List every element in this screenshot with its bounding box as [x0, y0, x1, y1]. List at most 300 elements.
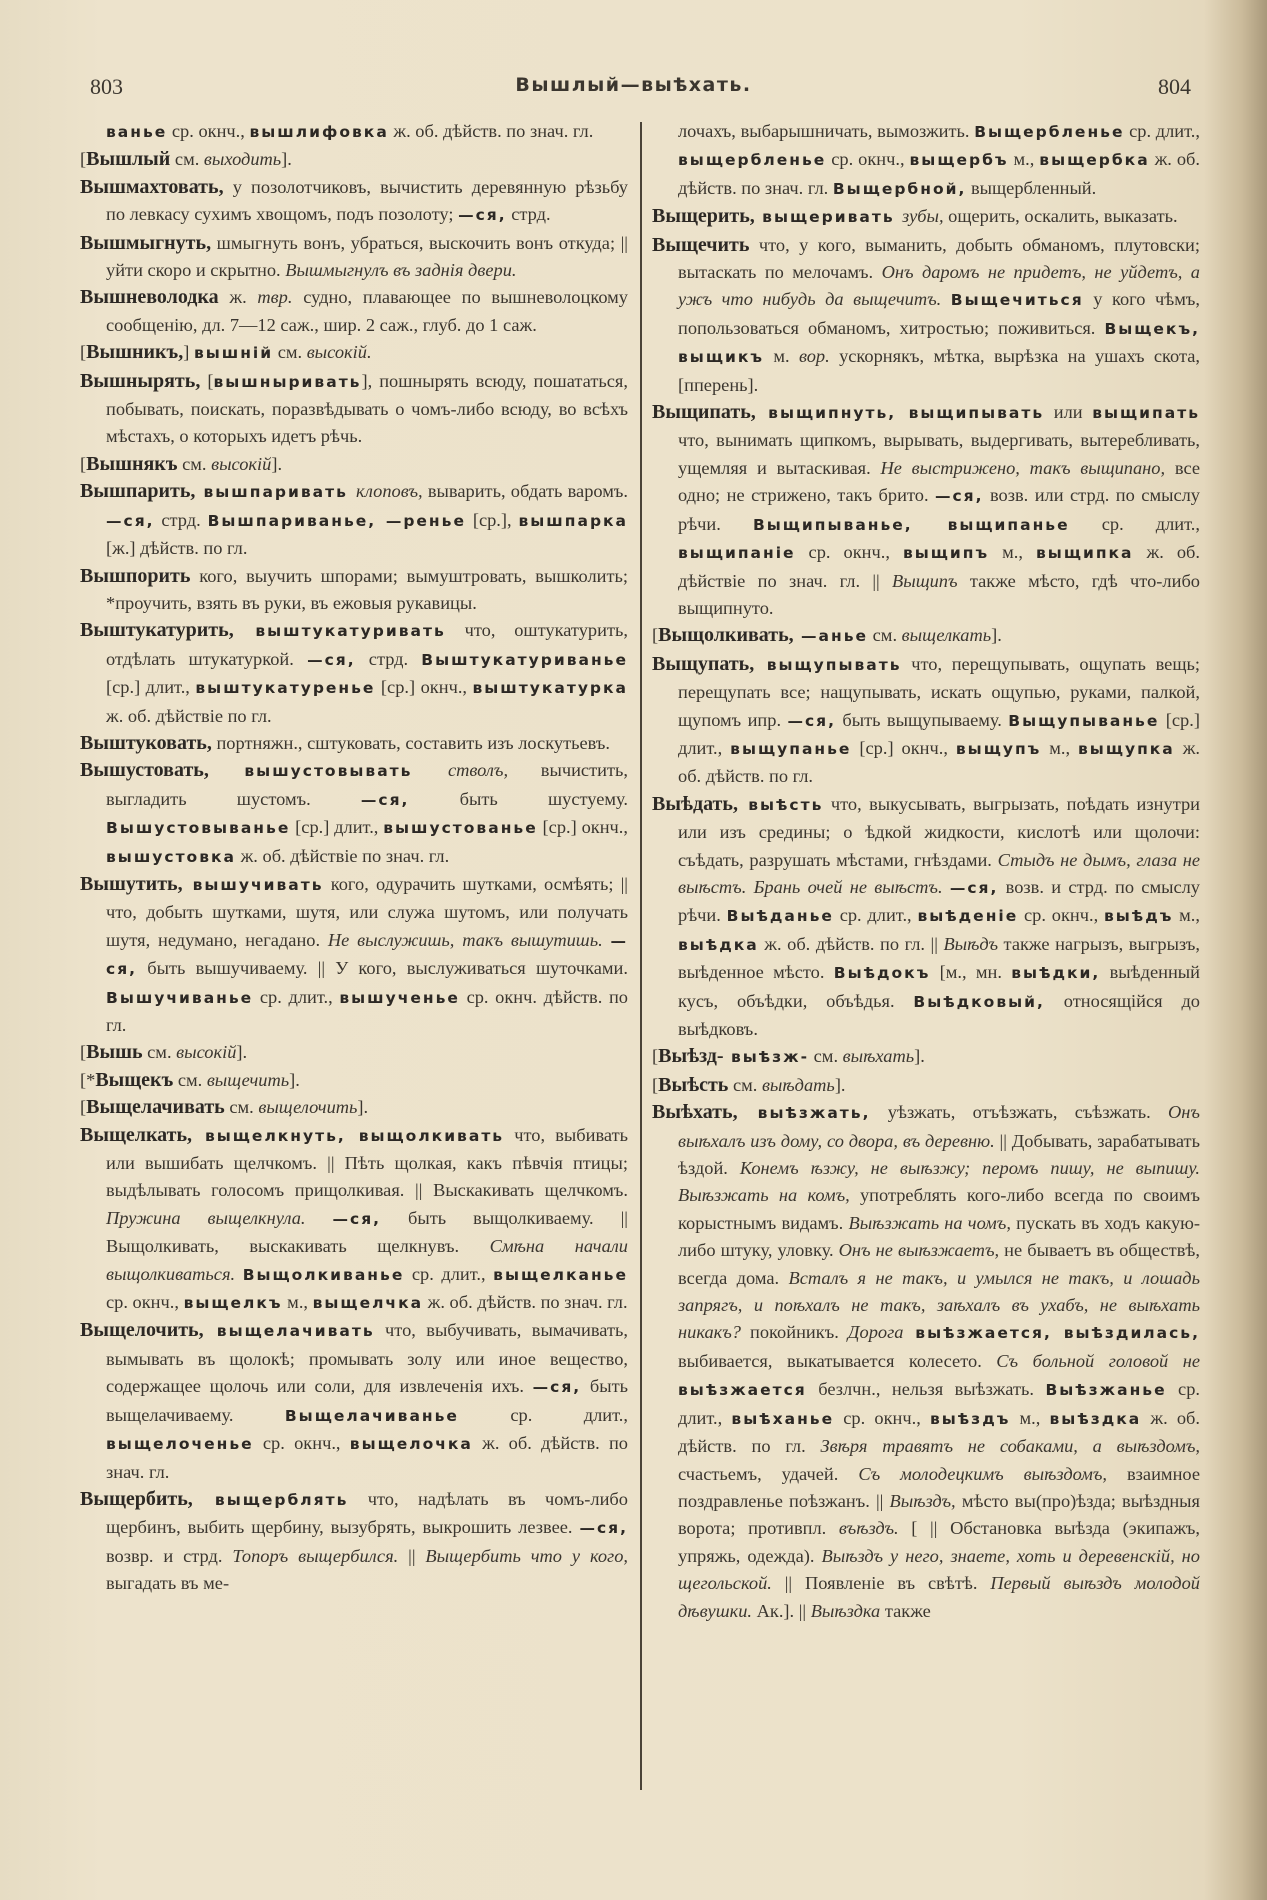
- headword: Вышнякъ: [86, 452, 178, 475]
- derived-form: —ся,: [332, 1209, 382, 1228]
- italic-example: клоповъ,: [355, 481, 423, 502]
- derived-form: Выѣданье: [726, 907, 834, 926]
- italic-example: въѣздъ.: [838, 1518, 899, 1539]
- italic-example: высокій: [176, 1042, 237, 1063]
- derived-form: выѣзжается: [678, 1381, 807, 1400]
- italic-example: зубы,: [902, 206, 944, 227]
- page-number-right: 804: [1158, 74, 1191, 99]
- entry-text: ж. об. дѣйствіе по знач. гл.: [236, 845, 450, 866]
- derived-form: Выѣзжанье: [1045, 1381, 1167, 1400]
- entry-text: [: [652, 1046, 659, 1067]
- headword: Выщипать,: [652, 401, 756, 424]
- derived-form: вышлифовка: [249, 123, 389, 141]
- derived-form: —ся,: [458, 206, 507, 225]
- entry-text: ].: [357, 1097, 369, 1118]
- italic-example: высокій.: [306, 342, 372, 363]
- derived-form: выѣздъ: [929, 1409, 1011, 1428]
- dictionary-entry: [80, 563, 628, 618]
- derived-form: —ся,: [532, 1378, 582, 1397]
- entry-text: шмыгнуть вонъ, убраться, выскочить вонъ откуда; || уйти скоро и скрытно.: [106, 232, 628, 281]
- headword: Вышмыгнуть,: [80, 231, 212, 254]
- derived-form: выѣденіе: [917, 907, 1019, 926]
- entry-text: м.,: [989, 542, 1036, 563]
- derived-form: выщипъ: [902, 544, 990, 563]
- derived-form: выщербъ: [909, 151, 1009, 170]
- derived-form: Выѣдокъ: [833, 964, 931, 983]
- headword: Выщелкать,: [80, 1123, 193, 1146]
- headword: Выѣсть: [658, 1073, 729, 1096]
- italic-example: Топоръ выщербился.: [232, 1545, 399, 1566]
- entry-text: выѣденный кусъ, объѣдки, объѣдья.: [678, 962, 1200, 1011]
- entry-text: [: [652, 625, 659, 646]
- derived-form: выщелоченье: [106, 1435, 254, 1454]
- derived-form: выѣсть: [737, 795, 824, 814]
- derived-form: выщеривать: [754, 208, 903, 227]
- italic-example: стволъ,: [447, 760, 509, 781]
- dictionary-entry: [80, 1094, 628, 1121]
- entry-text: [ср.] окнч.,: [537, 817, 628, 838]
- derived-form: выѣдка: [678, 935, 759, 954]
- entry-text: ср. длит.,: [1124, 121, 1200, 141]
- entry-text: см.: [177, 453, 212, 474]
- entry-text: ср. окнч.,: [826, 149, 910, 170]
- entry-text: что, вынимать щипкомъ, вырывать, выдергивать, вытеребливать, ущемляя и вытаскивая.: [678, 430, 1200, 478]
- headword: Выщербить,: [80, 1487, 193, 1510]
- italic-example: Онъ даромъ не придетъ, не уйдетъ, а ужъ что нибудь да выщечитъ.: [678, 262, 1200, 310]
- headword: Вышпорить: [80, 564, 191, 587]
- italic-example: Не выстрижено, такъ выщипано,: [880, 457, 1166, 478]
- derived-form: выщелочка: [349, 1435, 473, 1454]
- italic-example: выщелочить: [258, 1097, 358, 1118]
- entry-text: выварить, обдать варомъ.: [422, 481, 628, 502]
- dictionary-entry: [80, 1486, 628, 1598]
- derived-form: Вышучиванье: [106, 988, 254, 1007]
- derived-form: выщелачивать: [203, 1322, 375, 1341]
- italic-example: выщелкать: [901, 625, 992, 646]
- italic-example: вор.: [798, 346, 830, 367]
- headword: Выщечить: [652, 233, 750, 256]
- derived-form: выѣдки,: [1011, 964, 1101, 983]
- headword: Вышь: [86, 1041, 143, 1064]
- entry-text: пускать въ ходъ какую-либо штуку, уловку.: [678, 1212, 1201, 1261]
- entry-text: ].: [834, 1074, 846, 1095]
- derived-form: —ся,: [949, 878, 999, 897]
- italic-example: Выѣздъ у него, знаете, хоть и деревенскій, но щегольской.: [678, 1545, 1200, 1594]
- derived-form: выщипаніе: [678, 544, 796, 563]
- italic-example: Вышмыгнулъ въ заднія двери.: [285, 260, 517, 281]
- entry-text: судно, плавающее по вышневолоцкому сообщенію, дл. 7—12 саж., шир. 2 саж., глуб. до 1 саж.: [106, 287, 629, 335]
- derived-form: Выщербной,: [832, 179, 967, 198]
- entry-text: [306, 1208, 333, 1228]
- derived-form: вышпаривать: [195, 483, 356, 502]
- entry-text: что, выбивать или вышибать щелчкомъ. || Пѣть щолкая, какъ пѣвчія птицы; выдѣлывать голосомъ прищолкивая. || Выскакивать щелчкомъ.: [106, 1124, 628, 1201]
- derived-form: выштукатуривать: [233, 622, 446, 641]
- derived-form: выѣдъ: [1103, 907, 1174, 926]
- derived-form: Выштукатуриванье: [421, 650, 628, 669]
- entry-text: ср. длит.,: [1069, 513, 1200, 534]
- entry-text: возв. и стрд. по смыслу рѣчи.: [678, 876, 1200, 926]
- entry-text: кого, выучить шпорами; вымуштровать, вышколить; *проучить, взять въ руки, въ ежовыя рукавицы.: [106, 565, 628, 613]
- derived-form: —ся,: [579, 1519, 628, 1538]
- entry-text: ср. длит.,: [458, 1404, 628, 1425]
- entry-text: ср. окнч.,: [253, 1433, 350, 1454]
- derived-form: —анье: [793, 627, 869, 646]
- entry-text: ср. окнч.,: [167, 121, 250, 141]
- dictionary-entry: [80, 1317, 628, 1485]
- entry-text: м.,: [1041, 737, 1078, 758]
- entry-text: не бываетъ въ обществѣ, всегда дома.: [678, 1240, 1200, 1288]
- derived-form: вышученье: [339, 988, 460, 1007]
- entry-text: возвр. и стрд.: [106, 1545, 233, 1566]
- entry-text: ]: [183, 342, 194, 363]
- entry-text: ж. об. дѣйств. по знач. гл.: [423, 1292, 628, 1313]
- italic-example: Онъ выѣхалъ изъ дому, со двора, въ деревню.: [678, 1102, 1200, 1151]
- entry-text: стрд.: [355, 648, 422, 669]
- italic-example: Смѣна начали выщолкиваться.: [106, 1236, 628, 1284]
- right-column: [652, 118, 1200, 1625]
- entry-text: см.: [224, 1097, 259, 1118]
- entry-text: что, оштукатурить, отдѣлать штукатуркой.: [106, 620, 628, 669]
- dictionary-entry: [80, 174, 628, 230]
- entry-text: ].: [289, 1069, 300, 1090]
- entry-text: ж. об. дѣйств. по знач. гл.: [106, 1433, 629, 1482]
- entry-text: ].: [281, 149, 292, 170]
- entry-text: также мѣсто, гдѣ что-либо выщипнуто.: [678, 570, 1200, 618]
- derived-form: Выщупыванье: [1008, 711, 1160, 730]
- entry-text: быть выщолкиваему. || Выщолкивать, выскакивать щелкнувъ.: [106, 1207, 628, 1257]
- headword: Выштуковать,: [80, 731, 212, 754]
- entry-text: см.: [273, 342, 307, 363]
- entry-text: см.: [728, 1074, 762, 1095]
- dictionary-entry: [652, 791, 1200, 1044]
- entry-text: быть выщелачиваему.: [106, 1376, 628, 1425]
- derived-form: выщелкнуть, выщолкивать: [192, 1126, 505, 1145]
- entry-text: ].: [236, 1042, 248, 1063]
- entry-text: м.: [764, 346, 799, 367]
- headword: Выштукатурить,: [80, 619, 234, 642]
- entry-text: [ср.] длит.,: [106, 677, 196, 698]
- derived-form: выѣханье: [731, 1409, 835, 1428]
- italic-example: Первый выѣздъ молодой дѣвушки.: [678, 1573, 1200, 1621]
- entry-text: употреблять кого-либо всегда по своимъ корыстнымъ видамъ.: [678, 1185, 1200, 1233]
- headword: Выщолкивать,: [658, 624, 794, 647]
- dictionary-entry: [652, 1072, 1200, 1099]
- headword: Выщелочить,: [80, 1319, 204, 1342]
- entry-text: [: [80, 149, 87, 170]
- derived-form: выщерблять: [192, 1490, 349, 1509]
- entry-text: возв. или стрд. по смыслу рѣчи.: [678, 485, 1200, 534]
- derived-form: выщипка: [1036, 544, 1134, 563]
- italic-example: Дорога: [847, 1322, 904, 1343]
- derived-form: выѣздка: [1049, 1409, 1142, 1428]
- entry-text: что, выбучивать, вымачивать, вымывать въ щолокѣ; промывать золу или иное вещество, содержащее щолочь или соли, для извлеченія ихъ.: [106, 1320, 628, 1397]
- derived-form: —ся,: [307, 650, 356, 669]
- entry-text: [ср.] длит.,: [678, 709, 1200, 758]
- entry-continuation: [652, 118, 1200, 203]
- entry-text: ж. об. дѣйствіе по знач. гл. ||: [678, 542, 1200, 591]
- derived-form: Выщипыванье, выщипанье: [752, 515, 1070, 534]
- dictionary-entry: [80, 871, 628, 1039]
- page-number-left: 803: [90, 74, 123, 99]
- headword: Вышустовать,: [80, 759, 209, 782]
- dictionary-entry: [80, 1039, 628, 1066]
- derived-form: Выщелачиванье: [284, 1406, 459, 1425]
- italic-example: Съ молодецкимъ выѣздомъ,: [858, 1463, 1108, 1484]
- derived-form: выщупка: [1078, 739, 1175, 758]
- column-divider: [640, 122, 642, 1790]
- headword: Вышмахтовать,: [80, 175, 224, 198]
- headword: Вышнырять,: [80, 369, 201, 392]
- entry-text: ср. окнч.,: [106, 1292, 184, 1313]
- entry-text: [ср.],: [465, 509, 519, 530]
- dictionary-entry: [80, 730, 628, 757]
- entry-text: ср. окнч.,: [1018, 905, 1104, 926]
- italic-example: Выѣзжать на чомъ,: [848, 1212, 1011, 1233]
- entry-text: быть выщупываему.: [836, 709, 1009, 730]
- derived-form: выщербка: [1039, 151, 1150, 170]
- entry-text: ж. об. дѣйств. по гл. ||: [758, 933, 944, 954]
- entry-text: ж. об. дѣйств. по гл.: [678, 737, 1201, 787]
- derived-form: —ся,: [106, 931, 628, 979]
- entry-text: или: [1044, 402, 1093, 423]
- headword: Выщелачивать: [86, 1096, 225, 1119]
- headword: Вышлый: [86, 148, 171, 171]
- entry-text: вычистить, выгладить шустомъ.: [106, 760, 628, 809]
- headword: Выщекъ: [95, 1068, 174, 1091]
- entry-text: [ср.] окнч.,: [375, 677, 473, 698]
- italic-example: выщечить: [206, 1069, 290, 1090]
- dictionary-entry: [80, 617, 628, 730]
- entry-text: см.: [868, 625, 902, 646]
- entry-text: ж. об. дѣйств. по гл.: [678, 1407, 1201, 1457]
- italic-example: высокій: [211, 453, 272, 474]
- derived-form: ванье: [106, 123, 168, 141]
- derived-form: вышустовывать: [208, 762, 448, 781]
- derived-form: выщелкъ: [183, 1294, 283, 1313]
- entry-text: портняжн., сштуковать, составить изъ лоскутьевъ.: [211, 732, 611, 753]
- dictionary-entry: [652, 203, 1200, 231]
- entry-text: выщербленный.: [966, 177, 1097, 198]
- derived-form: Выщербленье: [974, 123, 1125, 141]
- derived-form: —ся,: [787, 711, 836, 730]
- derived-form: вышпарка: [518, 511, 629, 530]
- headword: Вышутить,: [80, 872, 183, 895]
- derived-form: вышучивать: [182, 875, 324, 894]
- entry-text: ж. об. дѣйств. по знач. гл.: [388, 121, 594, 141]
- entry-text: м.,: [1008, 149, 1040, 170]
- entry-text: м.,: [282, 1292, 313, 1313]
- running-title: Вышлый—выѣхать.: [515, 74, 752, 96]
- entry-text: ж.: [218, 287, 258, 308]
- entry-text: ускорнякъ, мѣтка, вырѣзка на ушахъ скота, [пперень].: [678, 346, 1200, 395]
- entry-text: взаимное поздравленье поѣзжанъ. ||: [678, 1463, 1200, 1511]
- entry-text: быть шустуему.: [409, 788, 628, 809]
- entry-text: у позолотчиковъ, вычистить деревянную рѣзьбу по левкасу сухимъ хвощомъ, подъ позолоту;: [106, 176, 628, 225]
- entry-text: ж. об. дѣйствіе по гл.: [106, 705, 272, 726]
- italic-example: Выѣздка: [810, 1600, 881, 1621]
- entry-text: [ж.] дѣйств. по гл.: [106, 538, 248, 559]
- entry-text: ср. окнч. дѣйств. по гл.: [106, 986, 628, 1035]
- derived-form: вышустовка: [106, 847, 236, 866]
- entry-text: [: [200, 370, 214, 391]
- italic-example: Выѣдъ: [943, 933, 999, 954]
- derived-form: Выщекъ, выщикъ: [678, 319, 1200, 367]
- entry-text: ].: [991, 625, 1002, 646]
- entry-text: см.: [142, 1042, 177, 1063]
- derived-form: Выщолкиванье: [242, 1265, 405, 1284]
- entry-text: [: [80, 342, 87, 363]
- running-header: [0, 68, 1267, 102]
- italic-example: Выщербить что у кого,: [425, 1545, 629, 1566]
- dictionary-entry: [80, 230, 628, 285]
- entry-text: [: [80, 453, 87, 474]
- entry-text: кого, одурачить шутками, осмѣять; || что, добыть шутками, шутя, или служа шутомъ, или получать шутя, недумано, негадано.: [106, 873, 628, 950]
- headword: Выѣдать,: [652, 792, 738, 815]
- entry-text: мѣсто вы(про)ѣзда; выѣздныя ворота; противпл.: [678, 1490, 1200, 1539]
- dictionary-entry: [652, 1043, 1200, 1071]
- italic-example: выѣхать: [842, 1046, 915, 1067]
- entry-text: быть вышучиваему. || У кого, выслуживаться шуточками.: [137, 958, 628, 979]
- entry-text: [ср.] окнч.,: [851, 737, 956, 758]
- derived-form: выштукатуренье: [195, 679, 376, 698]
- left-column: [80, 118, 628, 1598]
- derived-form: выѣзж-: [723, 1048, 810, 1067]
- derived-form: выщупанье: [730, 739, 852, 758]
- entry-text: || Появленіе въ свѣтѣ.: [771, 1573, 991, 1594]
- derived-form: выщербленье: [678, 151, 827, 170]
- entry-text: ср. длит.,: [678, 1379, 1200, 1428]
- entry-text: [м., мн.: [930, 962, 1012, 983]
- derived-form: Выщечиться: [950, 291, 1084, 310]
- entry-text: [941, 289, 951, 309]
- entry-text: стрд.: [506, 204, 551, 225]
- entry-text: Ак.]. ||: [752, 1600, 811, 1621]
- italic-example: Пружина выщелкнула.: [106, 1207, 306, 1228]
- entry-text: ср. длит.,: [404, 1263, 494, 1284]
- entry-text: || Добывать, зарабатывать ѣздой.: [678, 1130, 1200, 1179]
- entry-text: м.,: [1010, 1407, 1050, 1428]
- entry-text: м.,: [1173, 905, 1200, 926]
- dictionary-entry: [652, 399, 1200, 622]
- entry-text: [235, 1264, 243, 1284]
- derived-form: выѣзжается, выѣздилась,: [903, 1324, 1200, 1343]
- derived-form: выщупывать: [754, 655, 902, 674]
- headword: Вышникъ,: [86, 341, 184, 364]
- entry-text: счастьемъ, удачей.: [678, 1463, 859, 1484]
- dictionary-entry: [652, 622, 1200, 650]
- entry-text: лочахъ, выбарышничать, вымозжить.: [678, 121, 975, 141]
- italic-example: выѣдать: [761, 1074, 835, 1095]
- derived-form: —ся,: [934, 487, 984, 506]
- headword: Вышпарить,: [80, 480, 196, 503]
- derived-form: выщипать: [1092, 404, 1200, 423]
- dictionary-entry: [652, 232, 1200, 399]
- italic-example: Съ больной головой не: [996, 1350, 1200, 1371]
- entry-text: безлчн., нельзя выѣзжать.: [806, 1379, 1046, 1400]
- derived-form: выщупъ: [955, 739, 1042, 758]
- entry-text: выбивается, выкатывается колесето.: [678, 1350, 997, 1371]
- dictionary-entry: [80, 451, 628, 478]
- dictionary-entry: [80, 757, 628, 871]
- italic-example: Онъ не выѣзжаетъ,: [838, 1240, 1000, 1261]
- derived-form: выщелканье: [493, 1265, 628, 1284]
- dictionary-entry: [80, 284, 628, 339]
- derived-form: —ся,: [106, 511, 155, 530]
- italic-example: Всталъ я не такъ, и умылся не такъ, и лошадь запрягъ, и поѣхалъ не такъ, заѣхалъ въ ухабъ, не выѣхать никакъ?: [678, 1267, 1200, 1343]
- entry-text: ср. длит.,: [833, 905, 918, 926]
- dictionary-entry: [80, 478, 628, 562]
- derived-form: Выѣдковый,: [913, 992, 1045, 1011]
- entry-text: покойникъ.: [741, 1322, 848, 1343]
- headword: Выщерить,: [652, 205, 755, 228]
- entry-text: см.: [809, 1046, 843, 1067]
- entry-text: все одно; не стрижено, такъ брито.: [678, 457, 1201, 506]
- derived-form: вышныривать: [213, 372, 362, 391]
- dictionary-entry: [80, 339, 628, 367]
- italic-example: выходить: [203, 149, 282, 170]
- entry-text: ||: [398, 1545, 426, 1566]
- italic-example: Не выслужишь, такъ вышутишь.: [327, 929, 603, 950]
- entry-text: что, надѣлать въ чомъ-либо щербинъ, выбить щербину, вызубрять, выкрошить лезвее.: [106, 1488, 628, 1538]
- entry-text: также: [880, 1600, 931, 1621]
- headword: Вышневолодка: [80, 286, 219, 309]
- dictionary-entry: [652, 651, 1200, 791]
- dictionary-entry: [80, 1067, 628, 1094]
- entry-text: см.: [170, 149, 204, 170]
- headword: Выщупать,: [652, 652, 755, 675]
- entry-text: см.: [173, 1069, 207, 1090]
- entry-text: [: [80, 1042, 87, 1063]
- entry-text: ср. окнч.,: [795, 542, 903, 563]
- entry-text: [: [652, 1074, 659, 1095]
- dictionary-entry: [80, 1122, 628, 1318]
- entry-continuation: [80, 118, 628, 146]
- entry-text: что, перещупывать, ощупать вещь; перещупать все; нащупывать, искать ощупью, руками, палкой, щупомъ ипр.: [678, 653, 1200, 730]
- entry-text: стрд.: [154, 509, 208, 530]
- derived-form: —ся,: [360, 790, 410, 809]
- entry-text: [*: [80, 1069, 96, 1090]
- derived-form: выщипнуть, выщипывать: [755, 404, 1045, 423]
- entry-text: ].: [271, 453, 283, 474]
- derived-form: выѣзжать,: [737, 1104, 871, 1123]
- italic-example: Выѣздъ,: [889, 1490, 956, 1511]
- entry-text: ], пошнырять всюду, пошататься, побывать, поискать, поразвѣдывать о чомъ-либо всюду, во всѣхъ мѣстахъ, о которыхъ идетъ рѣчь.: [106, 370, 628, 447]
- derived-form: выштукатурка: [472, 679, 628, 698]
- entry-text: [: [80, 1097, 87, 1118]
- derived-form: Вышустовыванье: [106, 819, 291, 838]
- entry-text: ].: [914, 1046, 925, 1067]
- derived-form: вышустованье: [383, 819, 538, 838]
- italic-example: твр.: [257, 287, 293, 308]
- italic-example: Выщипъ: [892, 570, 958, 591]
- derived-form: вышній: [193, 344, 274, 363]
- entry-text: [943, 877, 950, 897]
- dictionary-entry: [652, 1099, 1200, 1625]
- entry-text: уѣзжать, отъѣзжать, съѣзжать.: [870, 1102, 1169, 1123]
- entry-text: что, выкусывать, выгрызать, поѣдать изнутри или изъ средины; о ѣдкой жидкости, кислотѣ или щолочи: съѣдать, разрушать мѣстами, гнѣздами.: [678, 793, 1200, 870]
- entry-text: что, у кого, выманить, добыть обманомъ, плутовски; вытаскать по мелочамъ.: [678, 234, 1200, 283]
- entry-text: также нагрызъ, выгрызъ, выѣденное мѣсто.: [678, 933, 1200, 983]
- entry-text: ср. окнч.,: [834, 1407, 930, 1428]
- dictionary-entry: [80, 146, 628, 173]
- italic-example: Стыдъ не дымъ, глаза не выѣстъ. Брань очей не выѣстъ.: [678, 849, 1200, 897]
- entry-text: у кого чѣмъ, попользоваться обманомъ, хитростью; поживиться.: [678, 289, 1200, 338]
- italic-example: Звѣря травятъ не собаками, а выѣздомъ,: [820, 1436, 1200, 1457]
- entry-text: относящійся до выѣдковъ.: [678, 990, 1200, 1039]
- entry-text: [ || Обстановка выѣзда (экипажъ, упряжь, одежда).: [678, 1518, 1200, 1566]
- headword: Выѣхать,: [652, 1101, 738, 1124]
- entry-text: [ср.] длит.,: [290, 817, 384, 838]
